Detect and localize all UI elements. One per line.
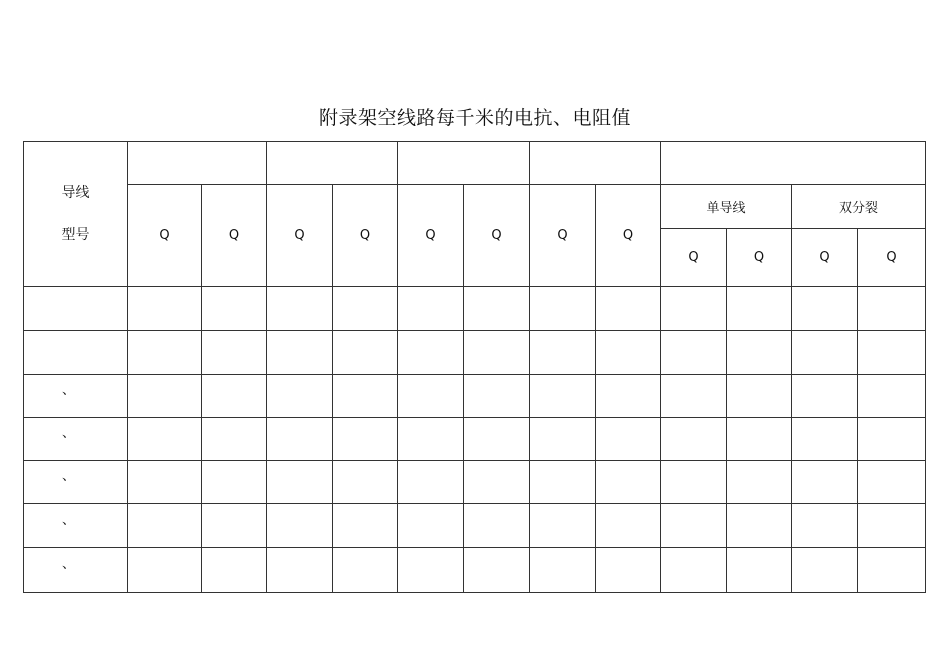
type-label: 型号 — [61, 227, 90, 243]
header-row-groups — [24, 142, 926, 185]
resistance-reactance-table — [23, 141, 926, 593]
unit-cell: Q — [464, 185, 530, 287]
unit-cell: Q — [128, 185, 202, 287]
conductor-type-header — [24, 142, 128, 287]
unit-cell: Q — [530, 185, 596, 287]
group-header-1 — [128, 142, 267, 185]
unit-cell: Q — [202, 185, 267, 287]
table-row — [24, 548, 926, 593]
unit-cell: Q — [661, 229, 727, 287]
group-header-5 — [661, 142, 926, 185]
unit-cell: Q — [727, 229, 792, 287]
group-header-4 — [530, 142, 661, 185]
table-row — [24, 287, 926, 331]
row-label-cell: 、 — [24, 548, 128, 593]
row-label-cell — [24, 287, 128, 331]
table-row — [24, 331, 926, 375]
table-row — [24, 461, 926, 504]
page-title: 附录架空线路每千米的电抗、电阻值 — [318, 107, 631, 129]
unit-cell: Q — [333, 185, 398, 287]
single-conductor-header: 单导线 — [661, 185, 792, 229]
unit-cell: Q — [398, 185, 464, 287]
unit-cell: Q — [792, 229, 858, 287]
header-row-units — [24, 185, 926, 229]
unit-cell: Q — [596, 185, 661, 287]
table-row — [24, 418, 926, 461]
row-label-cell: 、 — [24, 375, 128, 418]
table-row — [24, 375, 926, 418]
unit-cell: Q — [858, 229, 926, 287]
conductor-label: 导线 — [61, 185, 90, 201]
group-header-3 — [398, 142, 530, 185]
unit-cell: Q — [267, 185, 333, 287]
group-header-2 — [267, 142, 398, 185]
row-label-cell: 、 — [24, 504, 128, 548]
row-label-cell: 、 — [24, 461, 128, 504]
row-label-cell: 、 — [24, 418, 128, 461]
bundled-conductor-header: 双分裂 — [792, 185, 926, 229]
table-row — [24, 504, 926, 548]
row-label-cell — [24, 331, 128, 375]
